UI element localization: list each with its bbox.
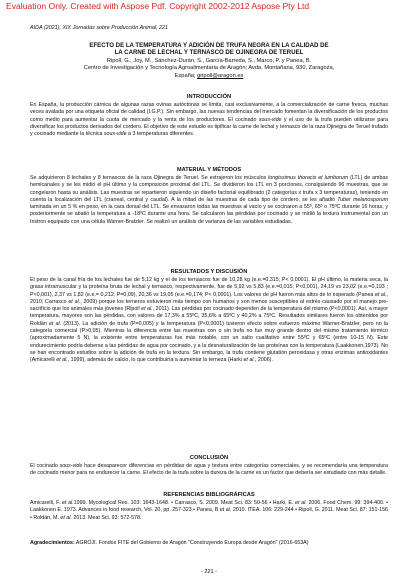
paper-title [30,42,388,57]
acknowledgements-text: AGROJI. Fondos FITE del Gobierno de Aragón "Construyendo Europa desde Aragón" (2016-653A) [74,540,309,546]
results-text: , 1999), además de calcio, lo que contribuiría a aumentar la terneza (Harki [67,357,244,364]
results-term: et al. [374,291,387,298]
results-term: et al. [48,320,62,327]
results-term: et al. [141,306,153,313]
running-header: AIDA (2021), XIX Jornadas sobre Producción Animal, 221 [30,25,169,31]
country-text: España; [174,72,198,79]
acknowledgements-label: Agradecimientos: [30,540,75,546]
results-text: , 2009) porque los terneros estuvieron más tiempo con humanos y son menos susceptibles al estrés causado por el manejo pre-sacrificio que los animales más jóvenes (Ripoll [30,298,389,313]
intro-text: En España, la producción cárnica de algunas razas ovinas autóctonas se limita, casi exclusivamente, a la comercialización de carne fresca, muchas veces avalada por una etiqueta oficial de calidad (I.G.P.). Sin embargo, las nuevas tendencias del mercado fomentan la diversificación de los productos como medio para aumentar la cuota de mercado y la renta de los productores. El cocinado [30,102,388,123]
results-term: et al. [243,357,255,364]
reference-term: et al. [61,500,74,506]
reference-text: 2006. Food Chem. 99: 394-400. • Laakkonen E. 1973. Advances in food research, Vol. 20, pp. 257-323.• Panea, B [30,500,389,514]
authors-block [30,58,388,80]
results-text: El peso de la canal fría de los lechales fue de 5,12 kg y el de los ternascos fue de 10,28 kg (e.e.=0,315; P< 0,0001). El pH último, la materia seca, la grasa intramuscular y la proteína bruta de lechal y ternasco, respectivamente, fue de 5,92 vs 5,83 (e.e.=0,015; P<0,001), 24,19 vs 23,02 (e.e.=0,193 ; P<0,001), 2,37 vs 1,82 (e.e.= 0,212; P=0,09), 20,36 vs 19,05 (e.e.=0,174; P< 0,0001). Los valores de pH fueron más altos de lo esperado (Panea [30,277,388,298]
intro-term: sous-vide [258,116,282,123]
results-text: , 2011). Las pérdidas por cocinado dependen de la temperatura del mismo (P<0,0001). Así, a mayor temperatura, mayores son las pérdidas, con valores de 17,3% a 55ºC, 35,6% a 65ºC y 40,2% a 75ºC. Resultados similares fueron los obtenidos por Roldán [30,306,388,327]
email-link[interactable]: gripoll@aragon.es [197,72,244,79]
reference-text: Amicarelli, F. [30,500,62,506]
page-number: - 221 - [201,569,217,575]
methods-text: (LTL) de ambas hemicanales y se les midió el pH último y la composición proximal del LTL. Se dividieron los LTL en 3 porciones, consiguiendo 96 muestras, que se congelaron hasta su análisis. Las muestras se repartieron siguiendo un diseño factorial equilibrado (2 categorías x trufa x 3 temperaturas), teniendo en cuenta la localización del LTL (craneal, central y caudal). A la mitad de las muestras de cada tipo de cordero, se les añadió [30,175,388,203]
reference-text: 1999. Mycological Res. 103: 1643-1648. • Carrasco, S. 2009. Meat Sci. 83: 50-56 • Harki, E. [73,500,296,506]
acknowledgements [30,540,388,547]
methods-term: longissimus thoracis et lumborum [268,175,349,181]
reference-term: et al. [295,500,307,506]
title-line-2: LA CARNE DE LECHAL Y TERNASCO DE OJINEGRA DE TERUEL [114,49,304,57]
title-line-1: EFECTO DE LA TEMPERATURA Y ADICIÓN DE TRUFA NEGRA EN LA CALIDAD DE [89,42,329,49]
reference-text: 2010. ITEA. 106: 229-244 • Ripoll, G. 2011. Meat Sci. 87: 151-156 • Roldán, M. [30,507,389,521]
intro-term: sous-vide [103,131,127,138]
conclusion-term: sous-vide [59,463,83,469]
methods-heading: MATERIAL Y MÉTODOS [176,167,242,173]
affiliation-country [30,73,388,80]
author-list: Ripoll, G., Joy, M., Sánchez-Durán, S., García-Barreda, S., Marco, P. y Panea, B. [106,58,312,64]
references-heading: REFERENCIAS BIBLIOGRÁFICAS [163,492,255,498]
methods-paragraph [30,175,388,226]
intro-text: a 3 temperaturas diferentes. [126,131,195,138]
results-paragraph [30,277,388,365]
reference-text: 2013. Meat Sci. 93: 572-578. [71,514,142,521]
results-text: , 2006). [254,357,273,364]
results-term: et al. [68,298,81,305]
methods-text: Se adquirieron 8 lechales y 8 ternascos de la raza Ojinegra de Teruel. Se extrajeron los músculos [30,175,269,181]
methods-term: Tuber melanosporum [337,196,389,203]
intro-heading: INTRODUCCIÓN [186,94,232,100]
conclusion-text: El cocinado [30,463,60,469]
reference-term: et al. [219,507,232,514]
conclusion-heading: CONCLUSIÓN [189,455,229,461]
methods-text: laminada en un 5 % en peso, en la cara dorsal del LTL. Se envasaron todas las muestras al vacío y se cocinaron a 55º, 65º o 75ºC durante 16 horas, y posteriormente se abatió la temperatura a -18ºC durante una hora. Se calcularon las pérdidas por cocinado y se midió la textura instrumental con un Instron equipado con una célula Warner-Bratzler. Se realizó un análisis de varianza de las variables estudiadas. [30,204,388,225]
results-heading: RESULTADOS Y DISCUSIÓN [170,269,248,275]
references-paragraph [30,500,388,522]
affiliation: Centro de Investigación y Tecnología Agroalimentaria de Aragón; Avda. Montañana, 930, Zaragoza, [83,65,335,72]
results-text: (2013). La adición de trufa (P=0,005) y la temperatura (P<0,0001) tuvieron efecto sobre esfuerzo máximo Warner-Bratzler, pero no la categoría comercial (P>0,05). Mientras la diferencia entre las muestras con o sin trufa no fue muy grande dentro del mismo tratamiento térmico (aproximadamente 5 N), la existente entre temperaturas fue más notable, con un salto cualitativo entre 55ºC y 65ºC (entre 10-15 N). Este endurecimiento podría deberse a las pérdidas de agua por cocinado, y a la desnaturalización de las proteínas con la temperatura (Laakkonen,1973). No se han encontrado estudios sobre la adición de trufa en la textura. Sin embargo, la trufa contiene glutatión peroxidasa y otras enzimas antioxidantes (Amicarelli [30,320,388,364]
reference-term: et al. [60,514,72,521]
intro-text: y el uso de la trufa pueden utilizarse para diversificar los productos derivados del cordero. El objetivo de este estudio es tipificar la carne de lechal y ternasco de la raza Ojinegra de Teruel trufado y cocinado mediante la técnica [30,116,388,138]
conclusion-paragraph [30,463,388,478]
evaluation-watermark: Evaluation Only. Created with Aspose Pdf. Copyright 2002-2012 Aspose Pty Ltd [6,1,310,11]
conclusion-text: hace desaparecer diferencias en pérdidas de agua y textura entre categorías comerciales, y se recomendaría una temperatura de cocinado menor para no endurecer la carne. El efecto de la trufa sobre la dureza de la carne es un factor que debería ser estudiado con más detalle. [30,463,389,477]
intro-paragraph [30,102,388,138]
results-term: et al. [56,357,68,364]
results-text: , 2010; Carrasco [30,291,388,305]
